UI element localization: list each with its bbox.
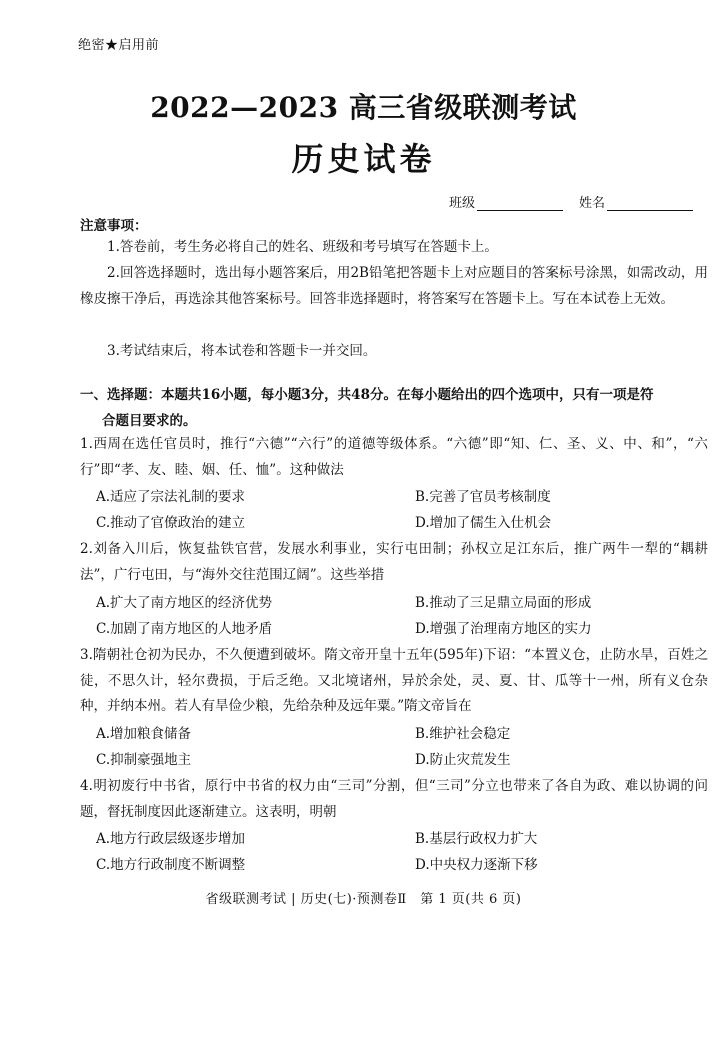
name-field[interactable]: [579, 192, 693, 211]
option-row: [96, 722, 708, 748]
option-c[interactable]: C.地方行政制度不断调整: [96, 857, 246, 873]
section-heading-line1: 一、选择题：本题共16小题，每小题3分，共48分。在每小题给出的四个选项中，只有一项是符: [80, 387, 654, 403]
class-blank: [477, 198, 563, 211]
question-stem: 4.明初废行中书省，原行中书省的权力由“三司”分割，但“三司”分立也带来了各自为政、难以协调的问题，督抚制度因此逐渐建立。这表明，明朝: [80, 778, 708, 820]
note-item: 3.考试结束后，将本试卷和答题卡一并交回。: [107, 343, 377, 359]
option-c[interactable]: C.抑制豪强地主: [96, 752, 192, 768]
option-row: [96, 748, 708, 774]
option-row: [96, 511, 708, 537]
note-item: 2.回答选择题时，选出每小题答案后，用2B铅笔把答题卡上对应题目的答案标号涂黑，如需改动，用橡皮擦干净后，再选涂其他答案标号。回答非选择题时，将答案写在答题卡上。写在本试卷上无效。: [80, 265, 708, 307]
exam-title: 2022—2023 高三省级联测考试: [150, 91, 577, 124]
option-d[interactable]: D.中央权力逐渐下移: [415, 857, 538, 873]
name-label: 姓名: [578, 196, 605, 211]
exam-subject-title: 历史试卷: [291, 140, 436, 178]
page-footer: 省级联测考试 | 历史(七)·预测卷Ⅱ 第 1 页(共 6 页): [205, 892, 522, 907]
confidential-mark: 绝密★启用前: [78, 38, 160, 53]
question-stem: 2.刘备入川后，恢复盐铁官营，发展水利事业，实行屯田制；孙权立足江东后，推广两牛一犁的“耦耕法”，广行屯田，与“海外交往范围辽阔”。这些举措: [80, 541, 708, 583]
section-heading-line2: 合题目要求的。: [102, 413, 197, 429]
question-stem: 1.西周在选任官员时，推行“六德”“六行”的道德等级体系。“六德”即“知、仁、圣、义、中、和”，“六行”即“孝、友、睦、姻、任、恤”。这种做法: [80, 436, 708, 478]
option-b[interactable]: B.基层行政权力扩大: [415, 831, 538, 847]
option-row: [96, 617, 708, 643]
option-d[interactable]: D.增加了儒生入仕机会: [415, 515, 552, 531]
student-info: [449, 192, 693, 211]
option-row: [96, 827, 708, 853]
option-d[interactable]: D.增强了治理南方地区的实力: [415, 621, 592, 637]
option-b[interactable]: B.推动了三足鼎立局面的形成: [415, 595, 592, 611]
option-a[interactable]: A.扩大了南方地区的经济优势: [96, 595, 273, 611]
option-b[interactable]: B.完善了官员考核制度: [415, 489, 551, 505]
option-row: [96, 591, 708, 617]
option-row: [96, 485, 708, 511]
option-d[interactable]: D.防止灾荒发生: [415, 752, 511, 768]
notes-title: 注意事项：: [80, 218, 148, 234]
note-item: 1.答卷前，考生务必将自己的姓名、班级和考号填写在答题卡上。: [107, 239, 498, 255]
section-heading: [80, 382, 708, 434]
option-c[interactable]: C.加剧了南方地区的人地矛盾: [96, 621, 273, 637]
question-stem: 3.隋朝社仓初为民办，不久便遭到破坏。隋文帝开皇十五年(595年)下诏：“本置义仓，止防水旱，百姓之徒，不思久计，轻尔费损，于后乏绝。又北境诸州，异於余处，灵、夏、甘、瓜等十一州，所有义仓杂种，并纳本州。若人有旱俭少粮，先给杂种及远年粟。”隋文帝旨在: [80, 647, 708, 714]
option-a[interactable]: A.适应了宗法礼制的要求: [96, 489, 246, 505]
class-label: 班级: [448, 196, 475, 211]
name-blank: [607, 198, 693, 211]
option-row: [96, 853, 708, 879]
class-field[interactable]: [449, 192, 563, 211]
option-b[interactable]: B.维护社会稳定: [415, 726, 511, 742]
option-c[interactable]: C.推动了官僚政治的建立: [96, 515, 246, 531]
option-a[interactable]: A.地方行政层级逐步增加: [96, 831, 246, 847]
option-a[interactable]: A.增加粮食储备: [96, 726, 192, 742]
